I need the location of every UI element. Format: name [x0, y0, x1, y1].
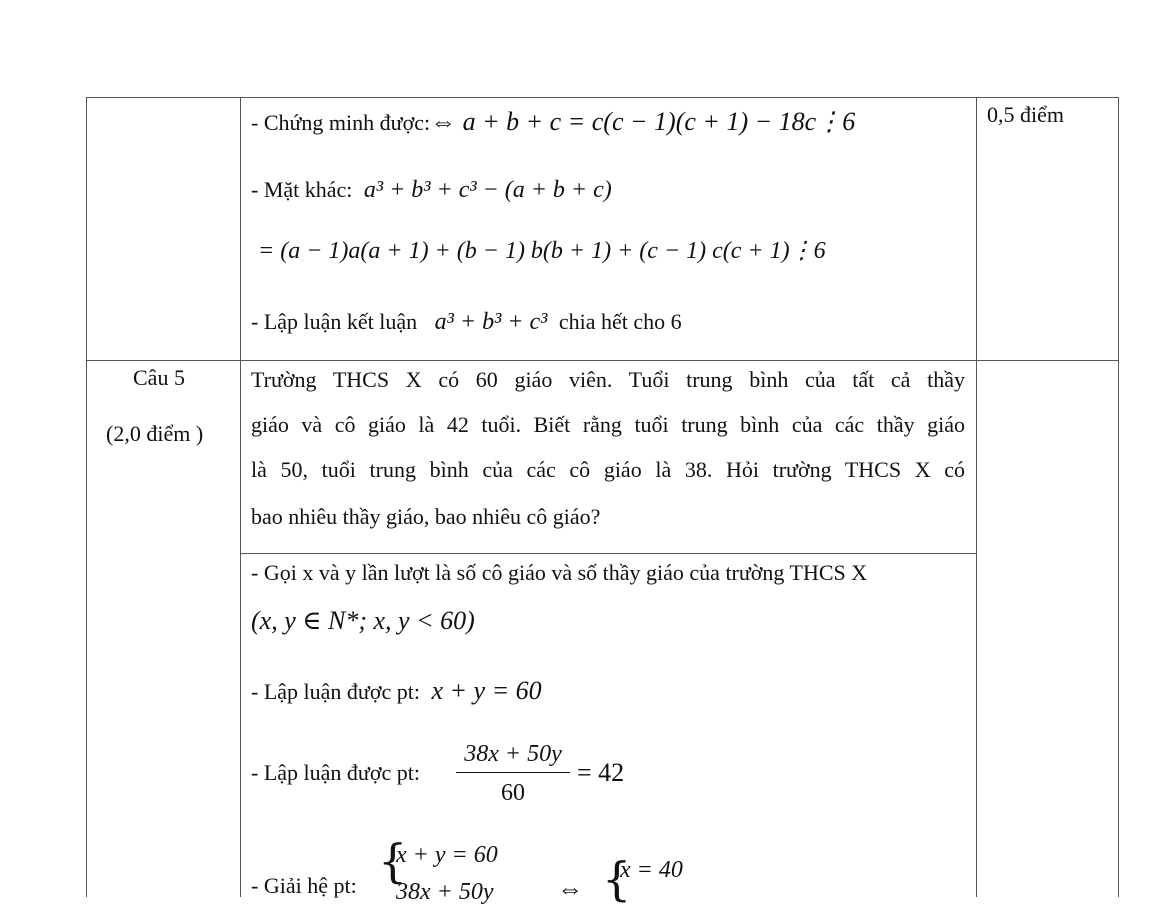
- system-equation-1: x + y = 60: [396, 842, 498, 868]
- fraction-denominator: 60: [501, 780, 525, 806]
- system-brace-left: {: [378, 834, 408, 888]
- proof-line-2-prefix: - Mặt khác:: [251, 177, 353, 202]
- question-label: Câu 5: [133, 365, 185, 390]
- system-brace-right: {: [602, 852, 632, 906]
- proof-line-4-suffix: chia hết cho 6: [558, 309, 682, 334]
- solution-line-3-math: x + y = 60: [431, 676, 542, 705]
- proof-line-1-prefix: - Chứng minh được:: [251, 110, 431, 135]
- cell-divider: [240, 553, 976, 554]
- problem-line-4: bao nhiêu thầy giáo, bao nhiêu cô giáo?: [251, 504, 601, 529]
- solution-line-1: - Gọi x và y lần lượt là số cô giáo và số thầy giáo của trường THCS X: [251, 560, 868, 585]
- solution-line-4-rhs: = 42: [577, 758, 625, 787]
- result-equation-1: x = 40: [620, 857, 683, 883]
- proof-line-2: [251, 178, 612, 202]
- solution-line-3: [251, 678, 542, 704]
- proof-line-2-math: a³ + b³ + c³ − (a + b + c): [363, 177, 612, 203]
- fraction-numerator: 38x + 50y: [464, 741, 562, 767]
- solution-line-5-prefix: - Giải hệ pt:: [251, 873, 357, 898]
- system-equation-2: 38x + 50y: [396, 879, 494, 905]
- problem-line-3: là 50, tuổi trung bình của các cô giáo là 38. Hỏi trường THCS X có: [251, 457, 965, 482]
- proof-line-3-math: = (a − 1)a(a + 1) + (b − 1) b(b + 1) + (c − 1) c(c + 1)⋮6: [258, 238, 826, 264]
- solution-line-2-math: (x, y ∈ N*; x, y < 60): [251, 606, 475, 635]
- column-divider-2: [976, 97, 977, 897]
- table-left-border: [86, 97, 87, 897]
- question-points: (2,0 điểm ): [106, 421, 204, 446]
- proof-line-4: [251, 310, 682, 334]
- proof-line-1: [251, 109, 855, 135]
- score-cell: 0,5 điểm: [987, 102, 1064, 127]
- proof-line-4-prefix: - Lập luận kết luận: [251, 309, 418, 334]
- system-arrow: ⇔: [557, 874, 583, 903]
- table-right-border: [1118, 97, 1119, 897]
- proof-line-4-math: a³ + b³ + c³: [434, 309, 548, 335]
- fraction-bar: [456, 772, 570, 773]
- proof-line-1-math: ⇔ a + b + c = c(c − 1)(c + 1) − 18c⋮6: [430, 107, 856, 136]
- problem-line-2: giáo và cô giáo là 42 tuổi. Biết rằng tuổi trung bình của các thầy giáo: [251, 412, 965, 437]
- column-divider-1: [240, 97, 241, 897]
- solution-line-3-prefix: - Lập luận được pt:: [251, 679, 420, 704]
- problem-line-1: Trường THCS X có 60 giáo viên. Tuổi trung bình của tất cả thầy: [251, 367, 965, 392]
- solution-line-4-prefix: - Lập luận được pt:: [251, 760, 420, 785]
